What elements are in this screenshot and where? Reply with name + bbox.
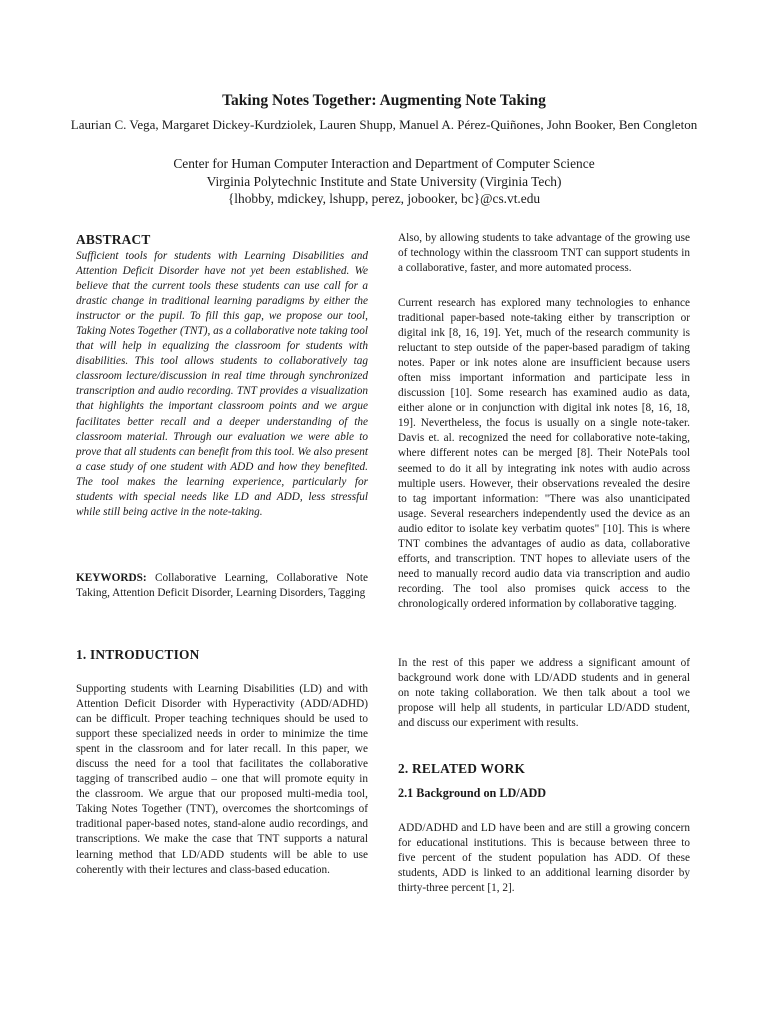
related-work-heading: 2. RELATED WORK (398, 761, 526, 776)
right-paragraph-1: Also, by allowing students to take advantage of the growing use of technology within the classroom TNT can support students in a collaborative, faster, and more automated process. (398, 232, 690, 275)
right-paragraph-3: In the rest of this paper we address a significant amount of background work done with LD/ADD students and in general on note taking collaboration. We then talk about a tool we propose will help all students, in particular LD/ADD student, and discuss our experiment with results. (398, 657, 690, 730)
keywords-label: KEYWORDS: (76, 572, 147, 584)
abstract-heading: ABSTRACT (76, 232, 151, 247)
introduction-heading: 1. INTRODUCTION (76, 647, 200, 662)
affiliation-emails: {lhobby, mdickey, lshupp, perez, jobooker, bc}@cs.vt.edu (227, 191, 541, 206)
affiliation-university: Virginia Polytechnic Institute and State University (Virginia Tech) (206, 173, 562, 189)
author-list: Laurian C. Vega, Margaret Dickey-Kurdziolek, Lauren Shupp, Manuel A. Pérez-Quiñones, John Booker, Ben Congleton (70, 117, 698, 132)
abstract-text: Sufficient tools for students with Learning Disabilities and Attention Deficit Disorder have not yet been established. We believe that the current tools these students can use call for a drastic change in traditional learning paradigms by either the instructor or the pupil. To fill this gap, we propose our tool, Taking Notes Together (TNT), as a collaborative note taking tool that will help in equalizing the classroom for students with disabilities. This tool allows students to collaboratively tag classroom lecture/discussion in real time through synchronized transcription and audio recording. TNT provides a visualization that highlights the important classroom points and we argue facilitates better recall and a deeper understanding of the classroom material. Through our evaluation we were able to prove that all students can benefit from this tool. We also present a case study of one student with ADD and how they benefited. The tool makes the learning experience, particularly for students with special needs like LD and ADD, less stressful while still being active in the note-taking. (76, 250, 368, 518)
affiliation-block (0, 155, 768, 208)
keywords-block (76, 571, 368, 601)
keywords-text: Collaborative Learning, Collaborative Note Taking, Attention Deficit Disorder, Learning Disorders, Tagging (76, 572, 368, 600)
right-paragraph-4: ADD/ADHD and LD have been and are still a growing concern for educational institutions. This is because between three to five percent of the student population has ADD. Of these students, ADD is linked to an additional learning disorder by thirty-three percent [1, 2]. (398, 822, 690, 895)
paper-title: Taking Notes Together: Augmenting Note Taking (222, 92, 546, 109)
background-subheading: 2.1 Background on LD/ADD (398, 786, 547, 800)
introduction-text: Supporting students with Learning Disabilities (LD) and with Attention Deficit Disorder with Hyperactivity (ADD/ADHD) can be difficult. Proper teaching techniques should be used to support these specialized needs in order to minimize the time spent in the classroom and for later recall. In this paper, we discuss the need for a tool that facilitates the collaborative tagging of transcribed audio – one that will promote equity in the classroom. We argue that our proposed multi-media tool, Taking Notes Together (TNT), overcomes the shortcomings of traditional paper-based notes, stand-alone audio recordings, and transcriptions. We make the case that TNT supports a natural learning method that LD/ADD students will be able to use coherently with their lectures and class-based education. (76, 683, 368, 876)
right-paragraph-2: Current research has explored many technologies to enhance traditional paper-based note-taking either by transcription or digital ink [8, 16, 19]. Yet, much of the research community is reluctant to step outside of the paper-based paradigm of taking notes. Paper or ink notes alone are insufficient because users often miss important information and participate less in discussion [10]. Some research has examined audio as data, either alone or in conjunction with digital ink notes [8, 16, 18, 19]. Nevertheless, the focus is usually on a single note-taker. Davis et. al. recognized the need for collaborative note-taking, where different notes can be merged [8]. Their NotePals tool seemed to do it all by integrating ink notes with audio across multiple users. However, their observations revealed the desire to tag important information: "There was also unanticipated usage. Several researchers independently used the device as an audio editor to isolate key verbatim quotes" [10]. This is where TNT combines the advantages of audio as data, collaborative efforts, and transcription. TNT hopes to alleviate users of the need to manually record audio data via transcription and audio recording. The tool also promises quick access to the chronologically ordered information by collaborative tagging. (398, 297, 690, 610)
affiliation-department: Center for Human Computer Interaction and Department of Computer Science (173, 156, 595, 171)
